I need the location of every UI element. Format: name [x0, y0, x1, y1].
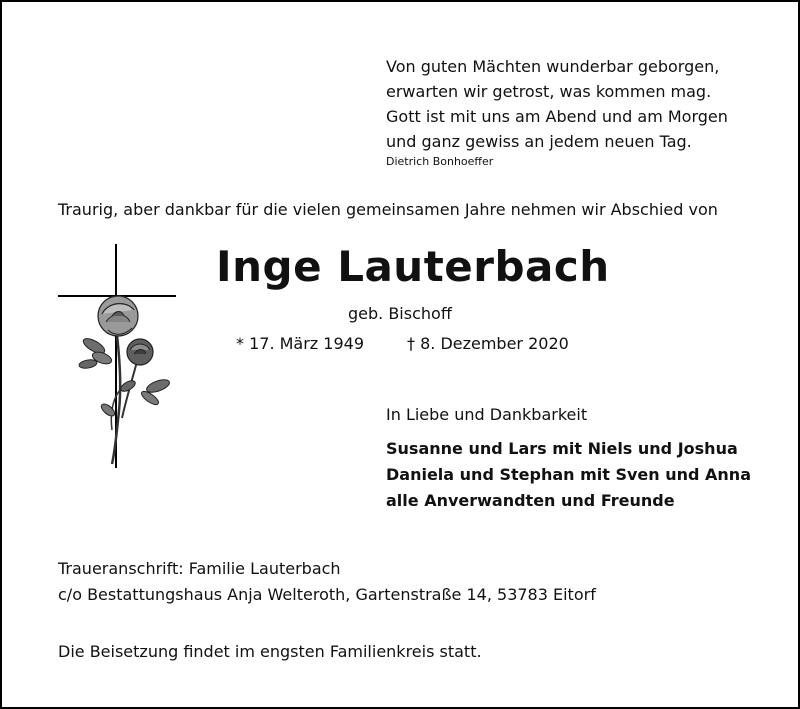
poem-line: erwarten wir getrost, was kommen mag. [386, 82, 712, 101]
poem-line: Gott ist mit uns am Abend und am Morgen [386, 107, 728, 126]
cross-with-rose-icon [52, 240, 182, 472]
death-date: † 8. Dezember 2020 [407, 334, 569, 353]
closing-phrase: In Liebe und Dankbarkeit [386, 405, 588, 424]
birth-date: * 17. März 1949 [236, 334, 365, 353]
maiden-name: geb. Bischoff [348, 304, 452, 323]
mourner-line: alle Anverwandten und Freunde [386, 491, 675, 510]
mourner-line: Daniela und Stephan mit Sven und Anna [386, 465, 751, 484]
poem-line: Von guten Mächten wunderbar geborgen, [386, 57, 720, 76]
poem [386, 54, 728, 154]
burial-note: Die Beisetzung findet im engsten Familienkreis statt. [58, 642, 482, 661]
mourner-line: Susanne und Lars mit Niels und Joshua [386, 439, 738, 458]
poem-author: Dietrich Bonhoeffer [386, 155, 494, 168]
address-line: Traueranschrift: Familie Lauterbach [58, 559, 341, 578]
poem-line: und ganz gewiss an jedem neuen Tag. [386, 132, 692, 151]
mourning-address [58, 556, 596, 608]
address-line: c/o Bestattungshaus Anja Welteroth, Gartenstraße 14, 53783 Eitorf [58, 585, 596, 604]
intro-text: Traurig, aber dankbar für die vielen gemeinsamen Jahre nehmen wir Abschied von [58, 200, 718, 219]
mourners-list [386, 436, 751, 514]
deceased-name: Inge Lauterbach [216, 242, 610, 291]
